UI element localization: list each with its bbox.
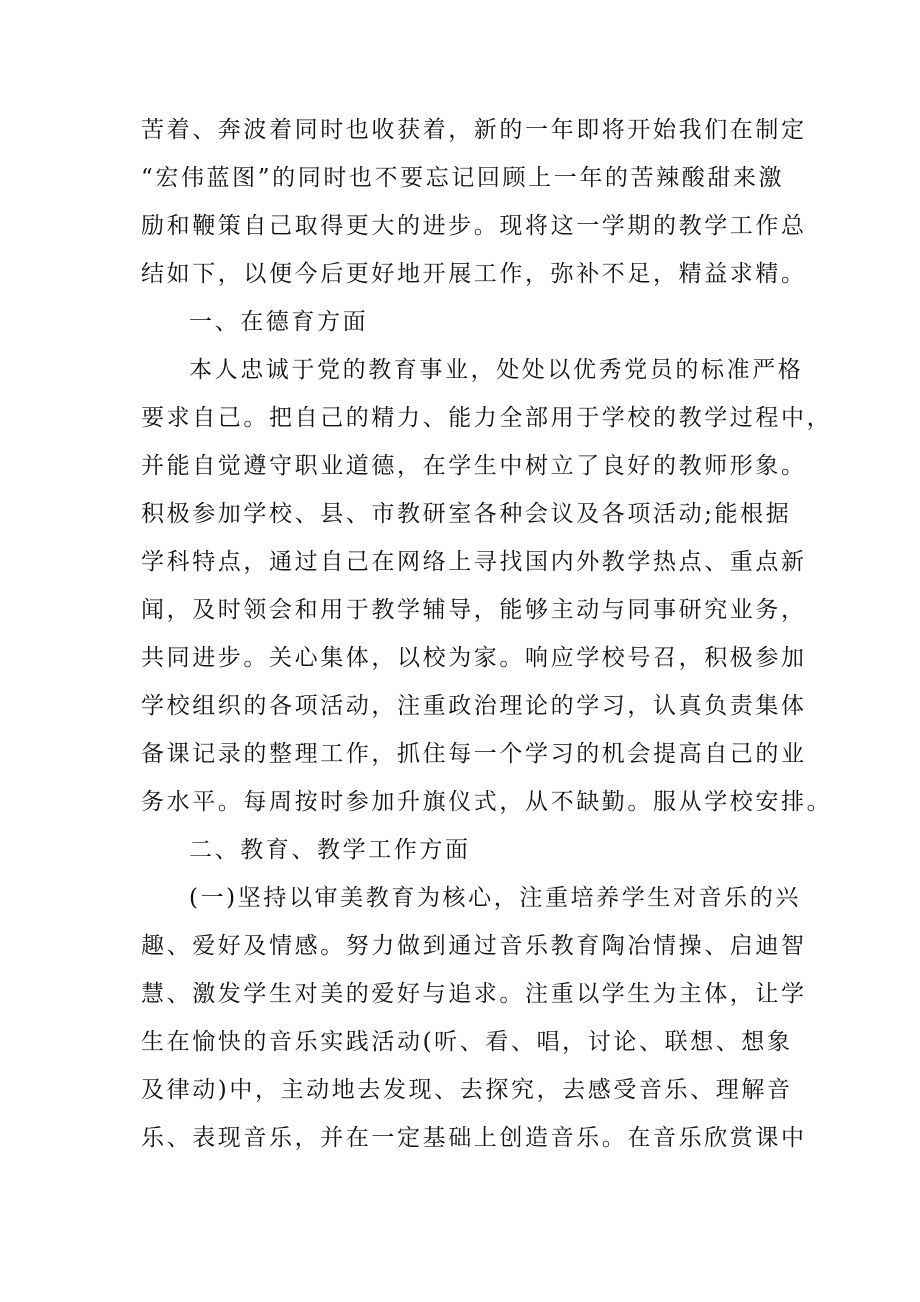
document-line: 生在愉快的音乐实践活动(听、看、唱，讨论、联想、想象 — [141, 1029, 793, 1055]
document-line: 趣、爱好及情感。努力做到通过音乐教育陶冶情操、启迪智 — [141, 933, 807, 959]
document-line: 共同进步。关心集体，以校为家。响应学校号召，积极参加 — [141, 645, 807, 671]
document-line: 学科特点，通过自己在网络上寻找国内外教学热点、重点新 — [141, 549, 807, 575]
document-line: (一)坚持以审美教育为核心，注重培养学生对音乐的兴 — [189, 885, 801, 911]
document-line: 二、教育、教学工作方面 — [189, 837, 471, 863]
document-line: 积极参加学校、县、市教研室各种会议及各项活动;能根据 — [141, 501, 792, 527]
document-line: 乐、表现音乐，并在一定基础上创造音乐。在音乐欣赏课中 — [141, 1125, 807, 1151]
document-line: 学校组织的各项活动，注重政治理论的学习，认真负责集体 — [141, 693, 807, 719]
document-line: 慧、激发学生对美的爱好与追求。注重以学生为主体，让学 — [141, 981, 807, 1007]
document-line: 务水平。每周按时参加升旗仪式，从不缺勤。服从学校安排。 — [141, 789, 833, 815]
document-line: 本人忠诚于党的教育事业，处处以优秀党员的标准严格 — [189, 357, 804, 383]
document-line: “宏伟蓝图”的同时也不要忘记回顾上一年的苦辣酸甜来激 — [141, 165, 785, 191]
document-line: 及律动)中，主动地去发现、去探究，去感受音乐、理解音 — [141, 1077, 793, 1103]
document-line: 闻，及时领会和用于教学辅导，能够主动与同事研究业务， — [141, 597, 807, 623]
document-line: 苦着、奔波着同时也收获着，新的一年即将开始我们在制定 — [141, 117, 807, 143]
document-line: 结如下，以便今后更好地开展工作，弥补不足，精益求精。 — [141, 261, 807, 287]
document-line: 并能自觉遵守职业道德，在学生中树立了良好的教师形象。 — [141, 453, 807, 479]
document-body — [141, 106, 833, 1162]
document-line: 要求自己。把自己的精力、能力全部用于学校的教学过程中， — [141, 405, 833, 431]
document-line: 备课记录的整理工作，抓住每一个学习的机会提高自己的业 — [141, 741, 807, 767]
document-line: 一、在德育方面 — [189, 309, 369, 335]
document-line: 励和鞭策自己取得更大的进步。现将这一学期的教学工作总 — [141, 213, 807, 239]
